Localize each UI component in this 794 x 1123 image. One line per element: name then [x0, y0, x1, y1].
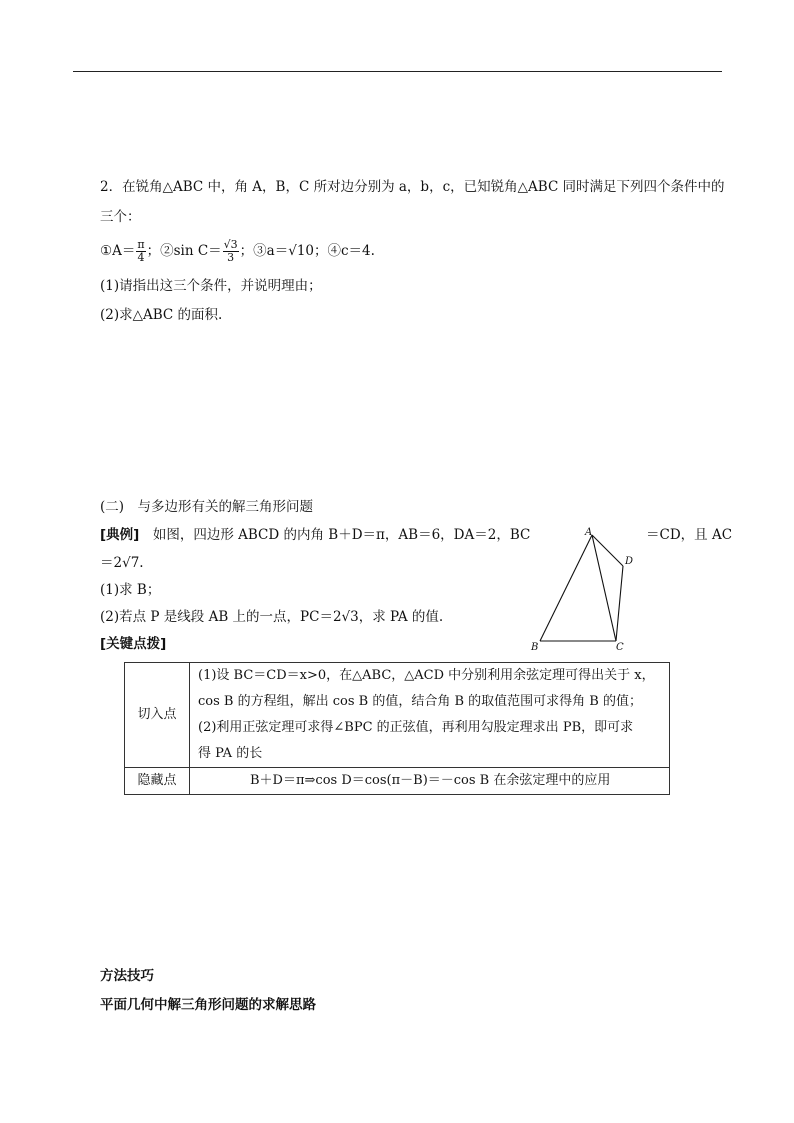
vertex-label-d: D — [625, 556, 634, 567]
condition-2-text: ；②sin C＝ — [146, 243, 222, 259]
entry-point-line1: (1)设 BC＝CD＝x>0，在△ABC，△ACD 中分别利用余弦定理可得出关于 x， — [198, 668, 655, 683]
example-line1-tail: ＝CD，且 AC — [646, 527, 733, 543]
key-points-label: [关键点拨] — [100, 636, 167, 652]
fraction-pi-over-4: $\frac{\pi}{4}$ — [137, 238, 145, 264]
edge-cd — [616, 566, 623, 641]
method-title: 方法技巧 — [100, 968, 154, 984]
problem-2-line2: 三个： — [100, 209, 141, 225]
entry-point-line2: cos B 的方程组，解出 cos B 的值，结合角 B 的取值范围可求得角 B 的值； — [198, 694, 642, 709]
table-cell-hidden-point — [190, 768, 670, 795]
hidden-point-line1: B＋D＝π⇒cos D＝cos(π－B)＝－cos B 在余弦定理中的应用 — [250, 773, 611, 788]
table-cell-entry-point — [190, 663, 670, 768]
problem-2-line1: 2．在锐角△ABC 中，角 A，B，C 所对边分别为 a，b，c，已知锐角△ABC 同时满足下列四个条件中的 — [100, 179, 725, 195]
condition-1-text: ①A＝ — [100, 243, 136, 259]
quadrilateral-figure — [528, 526, 638, 656]
example-line1 — [100, 525, 530, 545]
example-sub1: (1)求 B； — [100, 582, 161, 598]
quadrilateral-svg — [528, 526, 638, 652]
table-row-entry-point — [125, 663, 670, 768]
method-subtitle: 平面几何中解三角形问题的求解思路 — [100, 997, 316, 1013]
vertex-label-b: B — [531, 642, 539, 652]
entry-point-line4: 得 PA 的长 — [198, 746, 263, 761]
table-row-hidden-point — [125, 768, 670, 795]
example-text: 如图，四边形 ABCD 的内角 B＋D＝π，AB＝6，DA＝2，BC — [139, 527, 531, 543]
entry-point-line3: (2)利用正弦定理可求得∠BPC 的正弦值，再利用勾股定理求出 PB，即可求 — [198, 720, 634, 735]
header-rule — [73, 71, 722, 72]
condition-3-4-text: ；③a＝√10；④c＝4. — [239, 243, 375, 259]
problem-2-conditions — [100, 238, 375, 264]
edge-ab — [540, 535, 592, 641]
fraction-sqrt3-over-3: $\frac{√3}{3}$ — [223, 238, 238, 264]
problem-2-sub2: (2)求△ABC 的面积. — [100, 307, 223, 323]
example-label: [典例] — [100, 527, 140, 543]
edge-da — [592, 535, 623, 566]
example-line2: ＝2√7. — [100, 555, 144, 571]
key-points-table — [124, 662, 670, 795]
vertex-label-a: A — [585, 527, 593, 538]
vertex-label-c: C — [616, 642, 624, 652]
diagonal-ac — [592, 535, 616, 641]
table-head-entry-point: 切入点 — [125, 663, 190, 768]
table-head-hidden-point: 隐藏点 — [125, 768, 190, 795]
section-2-title: (二) 与多边形有关的解三角形问题 — [100, 499, 314, 515]
example-sub2: (2)若点 P 是线段 AB 上的一点，PC＝2√3，求 PA 的值. — [100, 609, 444, 625]
problem-2-sub1: (1)请指出这三个条件，并说明理由； — [100, 278, 322, 294]
